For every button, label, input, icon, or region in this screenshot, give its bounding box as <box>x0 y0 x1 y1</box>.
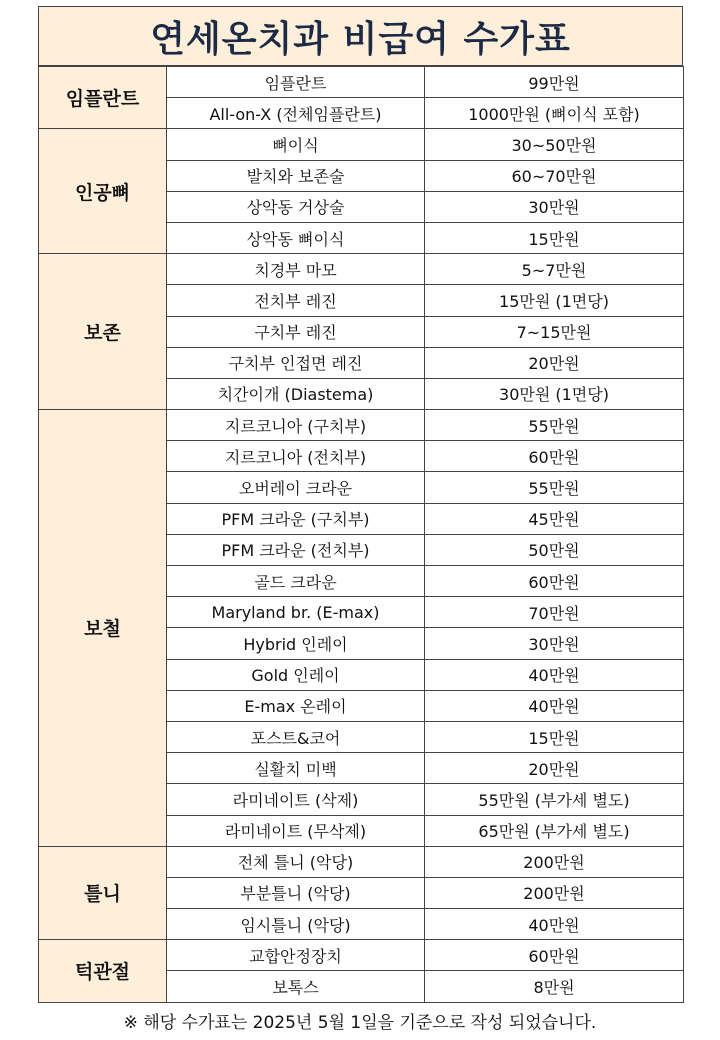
price-cell: 65만원 (부가세 별도) <box>425 815 684 846</box>
price-table <box>38 66 684 1003</box>
service-cell: 발치와 보존술 <box>167 160 425 191</box>
service-cell: 임플란트 <box>167 67 425 98</box>
price-cell: 30~50만원 <box>425 129 684 160</box>
service-cell: 교합안정장치 <box>167 940 425 971</box>
service-cell: All-on-X (전체임플란트) <box>167 98 425 129</box>
table-row <box>39 254 684 285</box>
footnote: ※ 해당 수가표는 2025년 5월 1일을 기준으로 작성 되었습니다. <box>123 1013 597 1033</box>
price-cell: 5~7만원 <box>425 254 684 285</box>
service-cell: PFM 크라운 (전치부) <box>167 534 425 565</box>
service-cell: 상악동 뼈이식 <box>167 222 425 253</box>
service-cell: 임시틀니 (악당) <box>167 909 425 940</box>
table-row <box>39 846 684 877</box>
service-cell: 부분틀니 (악당) <box>167 877 425 908</box>
service-cell: E-max 온레이 <box>167 690 425 721</box>
category-cell: 턱관절 <box>39 940 167 1002</box>
price-cell: 60만원 <box>425 566 684 597</box>
price-cell: 60만원 <box>425 940 684 971</box>
page-title: 연세온치과 비급여 수가표 <box>38 6 683 66</box>
service-cell: Gold 인레이 <box>167 659 425 690</box>
price-cell: 1000만원 (뼈이식 포함) <box>425 98 684 129</box>
service-cell: Hybrid 인레이 <box>167 628 425 659</box>
service-cell: 라미네이트 (무삭제) <box>167 815 425 846</box>
price-cell: 200만원 <box>425 877 684 908</box>
category-cell: 보존 <box>39 254 167 410</box>
price-cell: 55만원 <box>425 472 684 503</box>
price-cell: 70만원 <box>425 597 684 628</box>
price-cell: 15만원 <box>425 721 684 752</box>
service-cell: 상악동 거상술 <box>167 191 425 222</box>
service-cell: 뼈이식 <box>167 129 425 160</box>
service-cell: 실활치 미백 <box>167 753 425 784</box>
category-cell: 임플란트 <box>39 67 167 129</box>
category-cell: 틀니 <box>39 846 167 940</box>
service-cell: 지르코니아 (구치부) <box>167 410 425 441</box>
service-cell: 포스트&코어 <box>167 721 425 752</box>
price-cell: 40만원 <box>425 909 684 940</box>
service-cell: 라미네이트 (삭제) <box>167 784 425 815</box>
table-row <box>39 940 684 971</box>
price-cell: 8만원 <box>425 971 684 1002</box>
price-cell: 40만원 <box>425 690 684 721</box>
price-cell: 55만원 <box>425 410 684 441</box>
price-cell: 7~15만원 <box>425 316 684 347</box>
price-cell: 55만원 (부가세 별도) <box>425 784 684 815</box>
service-cell: 오버레이 크라운 <box>167 472 425 503</box>
category-cell: 보철 <box>39 410 167 847</box>
price-cell: 15만원 (1면당) <box>425 285 684 316</box>
price-cell: 40만원 <box>425 659 684 690</box>
price-cell: 20만원 <box>425 347 684 378</box>
service-cell: 보톡스 <box>167 971 425 1002</box>
service-cell: 구치부 인접면 레진 <box>167 347 425 378</box>
price-sheet <box>38 6 683 1003</box>
service-cell: 치간이개 (Diastema) <box>167 378 425 409</box>
price-cell: 200만원 <box>425 846 684 877</box>
price-cell: 45만원 <box>425 503 684 534</box>
service-cell: 구치부 레진 <box>167 316 425 347</box>
service-cell: 지르코니아 (전치부) <box>167 441 425 472</box>
category-cell: 인공뼈 <box>39 129 167 254</box>
service-cell: 골드 크라운 <box>167 566 425 597</box>
price-cell: 50만원 <box>425 534 684 565</box>
price-table-body <box>39 67 684 1003</box>
price-cell: 99만원 <box>425 67 684 98</box>
price-cell: 20만원 <box>425 753 684 784</box>
service-cell: 전체 틀니 (악당) <box>167 846 425 877</box>
service-cell: 전치부 레진 <box>167 285 425 316</box>
service-cell: Maryland br. (E-max) <box>167 597 425 628</box>
price-cell: 30만원 (1면당) <box>425 378 684 409</box>
service-cell: 치경부 마모 <box>167 254 425 285</box>
service-cell: PFM 크라운 (구치부) <box>167 503 425 534</box>
price-cell: 60~70만원 <box>425 160 684 191</box>
price-cell: 30만원 <box>425 628 684 659</box>
price-cell: 30만원 <box>425 191 684 222</box>
price-cell: 15만원 <box>425 222 684 253</box>
table-row <box>39 410 684 441</box>
table-row <box>39 67 684 98</box>
table-row <box>39 129 684 160</box>
price-cell: 60만원 <box>425 441 684 472</box>
